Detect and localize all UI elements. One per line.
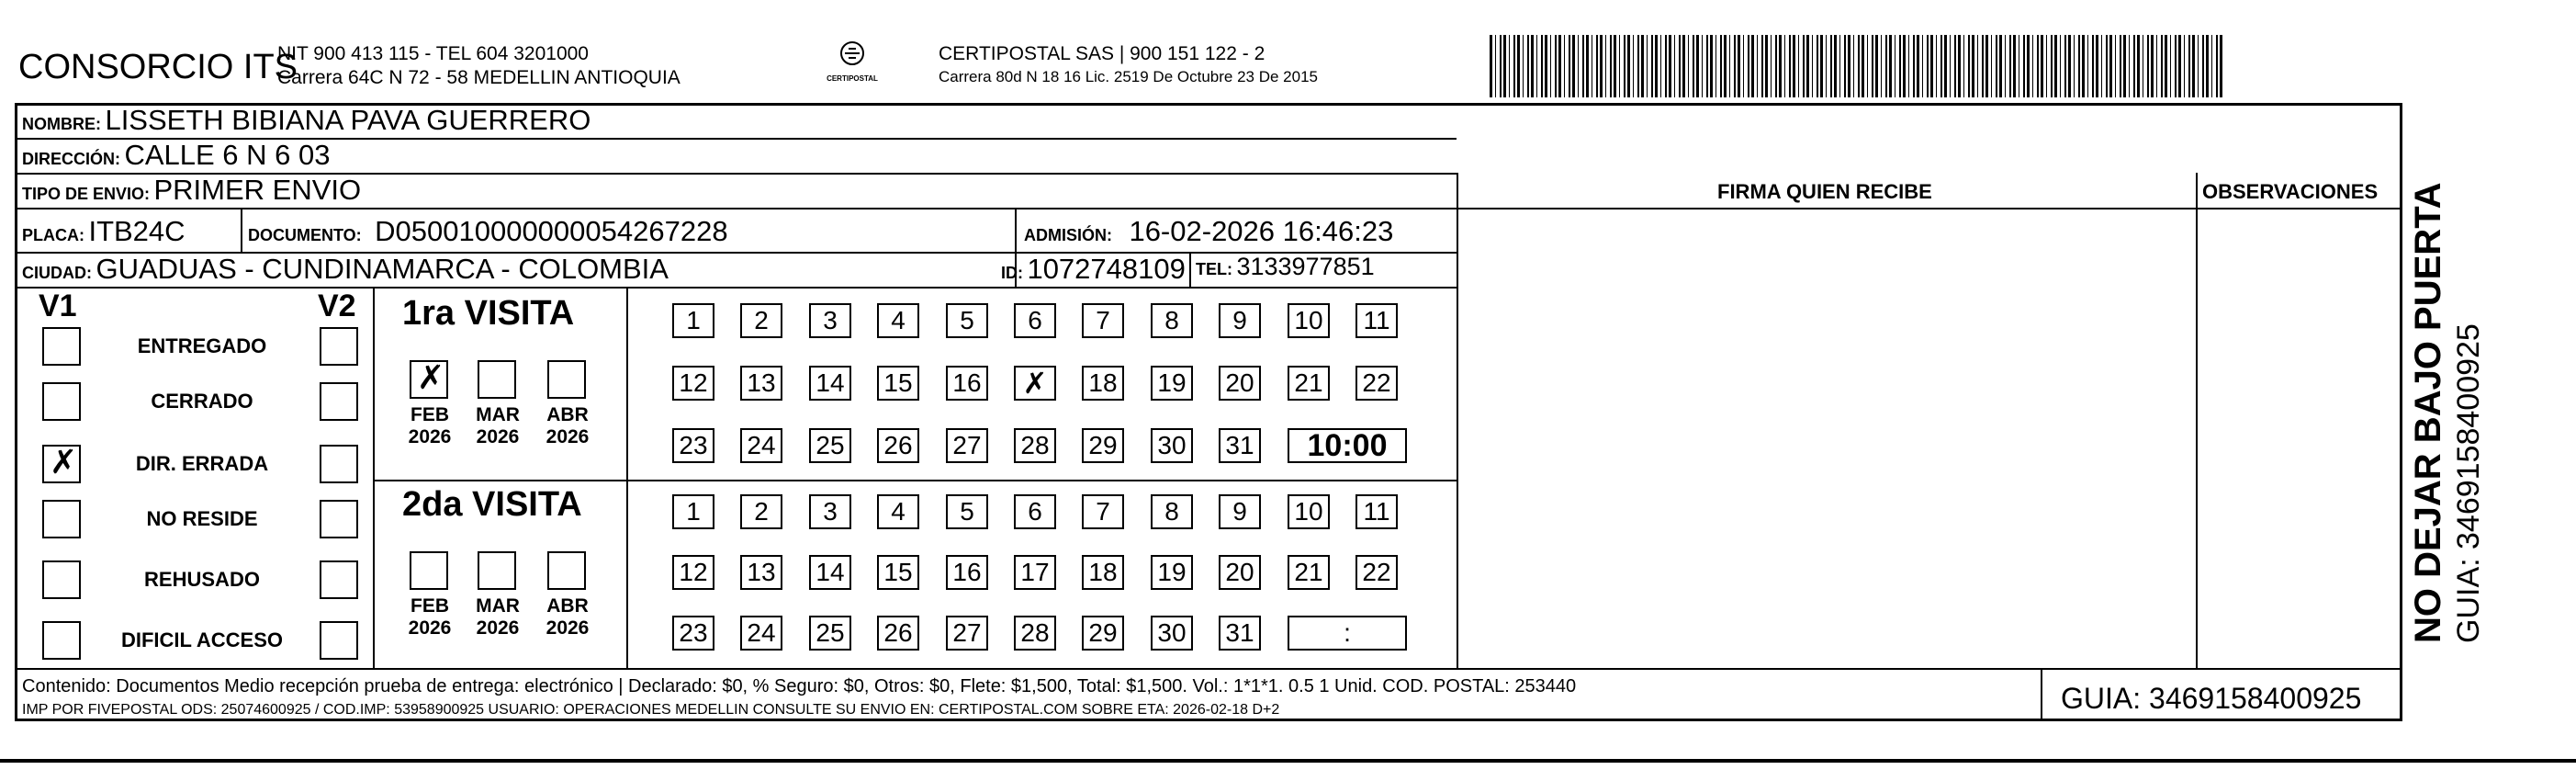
day-cell[interactable]: 27 xyxy=(946,616,988,651)
v2-checkbox[interactable] xyxy=(320,560,358,599)
second-visit-title: 2da VISITA xyxy=(402,485,582,524)
firma-label: FIRMA QUIEN RECIBE xyxy=(1717,180,1932,203)
month-label: ABR 2026 xyxy=(546,404,590,447)
day-cell[interactable]: 17 xyxy=(1014,555,1056,590)
day-cell[interactable]: 26 xyxy=(877,428,919,463)
day-cell[interactable]: 28 xyxy=(1014,616,1056,651)
day-cell[interactable]: 8 xyxy=(1151,303,1193,338)
day-cell[interactable]: 21 xyxy=(1288,555,1330,590)
month-checkbox[interactable] xyxy=(478,551,516,590)
day-cell[interactable]: 26 xyxy=(877,616,919,651)
placa-label: PLACA: xyxy=(22,226,84,244)
placa-value: ITB24C xyxy=(88,215,186,247)
day-cell[interactable]: 23 xyxy=(672,428,714,463)
day-cell[interactable]: 29 xyxy=(1082,616,1124,651)
certipostal-logo-icon xyxy=(834,40,871,70)
day-cell[interactable]: 12 xyxy=(672,555,714,590)
day-cell[interactable]: 29 xyxy=(1082,428,1124,463)
footer-guia: GUIA: 3469158400925 xyxy=(2061,682,2362,715)
ciudad-label: CIUDAD: xyxy=(22,264,92,282)
day-cell[interactable]: 18 xyxy=(1082,366,1124,401)
documento-value: D050010000000054267228 xyxy=(375,215,728,247)
day-cell[interactable]: 8 xyxy=(1151,494,1193,529)
day-cell[interactable]: 1 xyxy=(672,494,714,529)
day-cell[interactable]: 21 xyxy=(1288,366,1330,401)
day-cell[interactable]: 13 xyxy=(740,366,782,401)
status-label: NO RESIDE xyxy=(146,507,258,530)
day-cell[interactable]: 23 xyxy=(672,616,714,651)
month-label: MAR 2026 xyxy=(476,404,520,447)
day-cell[interactable]: 11 xyxy=(1355,494,1398,529)
day-cell[interactable]: 3 xyxy=(809,494,851,529)
day-cell[interactable]: 11 xyxy=(1355,303,1398,338)
footer-content: Contenido: Documentos Medio recepción prueba de entrega: electrónico | Declarado: $0, % Seguro: $0, Otros: $0, Flete: $1,500, Total: $1,500. Vol.: 1*1*1. 0.5 1 Unid. COD. POSTAL: 253440 xyxy=(22,676,1577,696)
day-cell[interactable]: 30 xyxy=(1151,616,1193,651)
day-cell[interactable]: 31 xyxy=(1219,616,1261,651)
day-cell[interactable]: 22 xyxy=(1355,366,1398,401)
day-cell[interactable]: 5 xyxy=(946,303,988,338)
month-checkbox[interactable] xyxy=(410,360,448,399)
v1-checkbox[interactable] xyxy=(42,500,81,538)
id-label: ID: xyxy=(1001,264,1023,282)
day-cell[interactable]: 28 xyxy=(1014,428,1056,463)
tel-value: 3133977851 xyxy=(1236,253,1375,280)
day-cell[interactable]: 25 xyxy=(809,428,851,463)
status-label: CERRADO xyxy=(151,390,253,413)
v2-header: V2 xyxy=(318,289,356,323)
month-checkbox[interactable] xyxy=(547,551,586,590)
status-label: ENTREGADO xyxy=(137,334,267,357)
day-cell[interactable]: 16 xyxy=(946,366,988,401)
company-nit: NIT 900 413 115 - TEL 604 3201000 xyxy=(277,43,589,64)
v1-checkbox[interactable] xyxy=(42,560,81,599)
day-cell[interactable]: 4 xyxy=(877,303,919,338)
day-cell[interactable]: 18 xyxy=(1082,555,1124,590)
v1-checkbox[interactable] xyxy=(42,445,81,483)
month-label: FEB 2026 xyxy=(408,404,452,447)
status-label: REHUSADO xyxy=(144,568,260,591)
month-label: ABR 2026 xyxy=(546,595,590,639)
direccion-value: CALLE 6 N 6 03 xyxy=(124,139,331,171)
observaciones-label: OBSERVACIONES xyxy=(2202,180,2379,203)
day-cell[interactable]: 15 xyxy=(877,555,919,590)
tipo-envio-label: TIPO DE ENVIO: xyxy=(22,185,151,203)
side-guia: GUIA: 3469158400925 xyxy=(2451,323,2486,643)
logo-text: CERTIPOSTAL xyxy=(827,74,878,83)
month-checkbox[interactable] xyxy=(410,551,448,590)
v1-checkbox[interactable] xyxy=(42,327,81,366)
company-name: CONSORCIO ITS xyxy=(18,48,298,86)
first-visit-time[interactable]: 10:00 xyxy=(1288,428,1407,463)
day-cell[interactable]: 10 xyxy=(1288,303,1330,338)
v2-checkbox[interactable] xyxy=(320,382,358,421)
day-cell[interactable]: 9 xyxy=(1219,494,1261,529)
check-mark-icon: ✗ xyxy=(50,444,78,481)
v2-checkbox[interactable] xyxy=(320,500,358,538)
day-cell[interactable]: 4 xyxy=(877,494,919,529)
side-text xyxy=(2406,129,2487,643)
day-cell[interactable]: 7 xyxy=(1082,303,1124,338)
day-cell[interactable]: 2 xyxy=(740,494,782,529)
tipo-envio-value: PRIMER ENVIO xyxy=(153,174,362,206)
second-visit-time[interactable]: : xyxy=(1288,616,1407,651)
day-cell[interactable]: 2 xyxy=(740,303,782,338)
day-cell[interactable]: 24 xyxy=(740,616,782,651)
nombre-label: NOMBRE: xyxy=(22,115,101,133)
id-value: 1072748109 xyxy=(1027,253,1186,285)
first-visit-title: 1ra VISITA xyxy=(402,294,575,333)
day-cell[interactable]: 24 xyxy=(740,428,782,463)
day-cell[interactable]: 31 xyxy=(1219,428,1261,463)
v1-checkbox[interactable] xyxy=(42,621,81,660)
side-warning: NO DEJAR BAJO PUERTA xyxy=(2408,182,2448,643)
day-cell[interactable]: 14 xyxy=(809,555,851,590)
day-cell[interactable]: 10 xyxy=(1288,494,1330,529)
day-cell[interactable]: 20 xyxy=(1219,366,1261,401)
day-cell[interactable]: 16 xyxy=(946,555,988,590)
v1-checkbox[interactable] xyxy=(42,382,81,421)
check-mark-icon: ✗ xyxy=(417,359,445,397)
day-cell[interactable]: 27 xyxy=(946,428,988,463)
documento-label: DOCUMENTO: xyxy=(248,226,362,244)
admision-value: 16-02-2026 16:46:23 xyxy=(1129,215,1394,247)
v2-checkbox[interactable] xyxy=(320,327,358,366)
day-cell[interactable]: 19 xyxy=(1151,366,1193,401)
status-label: DIR. ERRADA xyxy=(135,452,269,475)
v2-checkbox[interactable] xyxy=(320,445,358,483)
carrier-name: CERTIPOSTAL SAS | 900 151 122 - 2 xyxy=(939,43,1266,64)
day-cell[interactable] xyxy=(1014,366,1056,401)
footer-print-info: IMP POR FIVEPOSTAL ODS: 25074600925 / COD.IMP: 53958900925 USUARIO: OPERACIONES MEDELLIN CONSULTE SU ENVIO EN: CERTIPOSTAL.COM SOBRE ETA: 2026-02-18 D+2 xyxy=(22,702,1280,718)
month-label: MAR 2026 xyxy=(476,595,520,639)
admision-label: ADMISIÓN: xyxy=(1024,226,1112,244)
ciudad-value: GUADUAS - CUNDINAMARCA - COLOMBIA xyxy=(96,253,669,285)
day-cell[interactable]: 6 xyxy=(1014,303,1056,338)
day-cell[interactable]: 20 xyxy=(1219,555,1261,590)
day-cell[interactable]: 7 xyxy=(1082,494,1124,529)
day-cell[interactable]: 22 xyxy=(1355,555,1398,590)
status-label: DIFICIL ACCESO xyxy=(120,628,283,651)
day-cell[interactable]: 1 xyxy=(672,303,714,338)
day-cell[interactable]: 5 xyxy=(946,494,988,529)
month-checkbox[interactable] xyxy=(478,360,516,399)
day-cell[interactable]: 14 xyxy=(809,366,851,401)
v1-header: V1 xyxy=(39,289,77,323)
nombre-value: LISSETH BIBIANA PAVA GUERRERO xyxy=(105,104,591,136)
carrier-address: Carrera 80d N 18 16 Lic. 2519 De Octubre 23 De 2015 xyxy=(939,68,1318,85)
barcode xyxy=(1490,35,2224,97)
day-cell[interactable]: 6 xyxy=(1014,494,1056,529)
month-checkbox[interactable] xyxy=(547,360,586,399)
day-cell[interactable]: 19 xyxy=(1151,555,1193,590)
direccion-label: DIRECCIÓN: xyxy=(22,150,120,168)
day-cell[interactable]: 15 xyxy=(877,366,919,401)
company-address: Carrera 64C N 72 - 58 MEDELLIN ANTIOQUIA xyxy=(277,67,681,88)
month-label: FEB 2026 xyxy=(408,595,452,639)
certipostal-logo xyxy=(816,40,889,83)
day-cell[interactable]: 25 xyxy=(809,616,851,651)
check-mark-icon: ✗ xyxy=(1022,367,1048,400)
v2-checkbox[interactable] xyxy=(320,621,358,660)
day-cell[interactable]: 3 xyxy=(809,303,851,338)
day-cell[interactable]: 13 xyxy=(740,555,782,590)
day-cell[interactable]: 9 xyxy=(1219,303,1261,338)
day-cell[interactable]: 30 xyxy=(1151,428,1193,463)
tel-label: TEL: xyxy=(1196,260,1232,278)
day-cell[interactable]: 12 xyxy=(672,366,714,401)
